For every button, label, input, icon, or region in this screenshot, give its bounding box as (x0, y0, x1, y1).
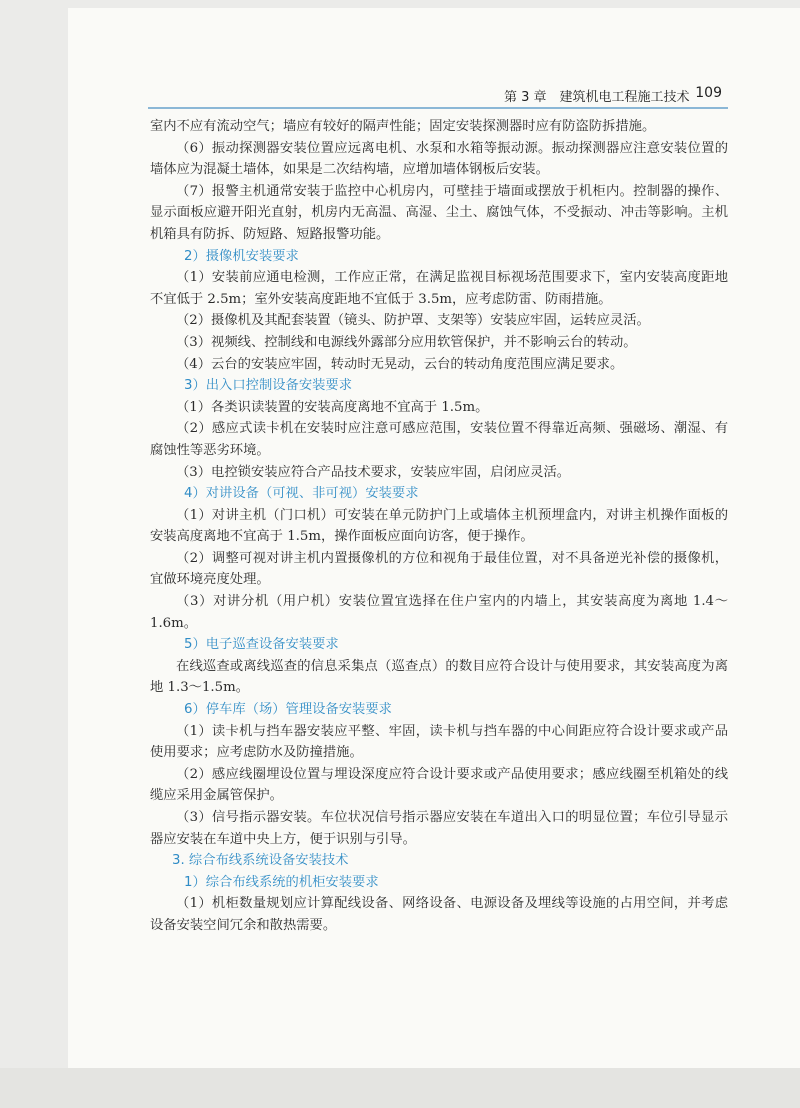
body-paragraph: （1）安装前应通电检测，工作应正常，在满足监视目标视场范围要求下，室内安装高度距地不宜低于 2.5m；室外安装高度距地不宜低于 3.5m，应考虑防雷、防雨措施。 (150, 270, 728, 307)
body-paragraph: （3）对讲分机（用户机）安装位置宜选择在住户室内的内墙上，其安装高度为离地 1.4～1.6m。 (150, 594, 728, 631)
subsection-heading: 4）对讲设备（可视、非可视）安装要求 (184, 486, 419, 502)
subsection-heading: 3）出入口控制设备安装要求 (184, 378, 353, 394)
scan-bottom-margin (0, 1068, 800, 1108)
body-paragraph: （3）信号指示器安装。车位状况信号指示器应安装在车道出入口的明显位置；车位引导显示器应安装在车道中央上方，便于识别与引导。 (150, 810, 728, 847)
subsection-heading: 2）摄像机安装要求 (184, 248, 299, 264)
body-paragraph: （3）视频线、控制线和电源线外露部分应用软管保护，并不影响云台的转动。 (176, 334, 637, 350)
section-heading: 3. 综合布线系统设备安装技术 (172, 853, 349, 869)
body-paragraph: （7）报警主机通常安装于监控中心机房内，可壁挂于墙面或摆放于机柜内。控制器的操作、显示面板应避开阳光直射，机房内无高温、高湿、尘土、腐蚀气体，不受振动、冲击等影响。主机机箱具有防拆、防短路、短路报警功能。 (150, 183, 728, 242)
running-header (148, 82, 728, 106)
body-paragraph: （1）各类识读装置的安装高度离地不宜高于 1.5m。 (176, 399, 489, 415)
body-paragraph: （6）振动探测器安装位置应远离电机、水泵和水箱等振动源。振动探测器应注意安装位置的墙体应为混凝土墙体，如果是二次结构墙，应增加墙体钢板后安装。 (150, 140, 728, 178)
subsection-heading: 5）电子巡查设备安装要求 (184, 637, 339, 653)
header-rule (148, 107, 728, 109)
body-paragraph: （2）摄像机及其配套装置（镜头、防护罩、支架等）安装应牢固，运转应灵活。 (176, 313, 650, 329)
body-paragraph: 在线巡查或离线巡查的信息采集点（巡查点）的数目应符合设计与使用要求，其安装高度为离地 1.3～1.5m。 (150, 658, 728, 696)
body-paragraph: 室内不应有流动空气；墙应有较好的隔声性能；固定安装探测器时应有防盗防拆措施。 (150, 119, 656, 134)
chapter-title: 第 3 章 建筑机电工程施工技术 (504, 90, 690, 105)
body-paragraph: （1）读卡机与挡车器安装应平整、牢固，读卡机与挡车器的中心间距应符合设计要求或产品使用要求；应考虑防水及防撞措施。 (150, 723, 728, 761)
body-paragraph: （2）感应式读卡机在安装时应注意可感应范围，安装位置不得靠近高频、强磁场、潮湿、有腐蚀性等恶劣环境。 (150, 421, 728, 458)
body-paragraph: （4）云台的安装应牢固，转动时无晃动，云台的转动角度范围应满足要求。 (176, 356, 624, 372)
body-paragraph: （1）对讲主机（门口机）可安装在单元防护门上或墙体主机预埋盒内，对讲主机操作面板的安装高度离地不宜高于 1.5m，操作面板应面向访客，便于操作。 (150, 507, 728, 545)
body-paragraph: （2）调整可视对讲主机内置摄像机的方位和视角于最佳位置，对不具备逆光补偿的摄像机，宜做环境亮度处理。 (150, 550, 728, 588)
body-paragraph: （3）电控锁安装应符合产品技术要求，安装应牢固，启闭应灵活。 (176, 464, 571, 480)
body-paragraph: （1）机柜数量规划应计算配线设备、网络设备、电源设备及埋线等设施的占用空间，并考虑设备安装空间冗余和散热需要。 (150, 896, 728, 933)
subsection-heading: 6）停车库（场）管理设备安装要求 (184, 702, 392, 718)
body-paragraph: （2）感应线圈埋设位置与埋设深度应符合设计要求或产品使用要求；感应线圈至机箱处的线缆应采用金属管保护。 (150, 766, 728, 804)
subsection-heading: 1）综合布线系统的机柜安装要求 (184, 874, 379, 890)
page-body (150, 116, 728, 937)
page-number: 109 (695, 85, 722, 101)
